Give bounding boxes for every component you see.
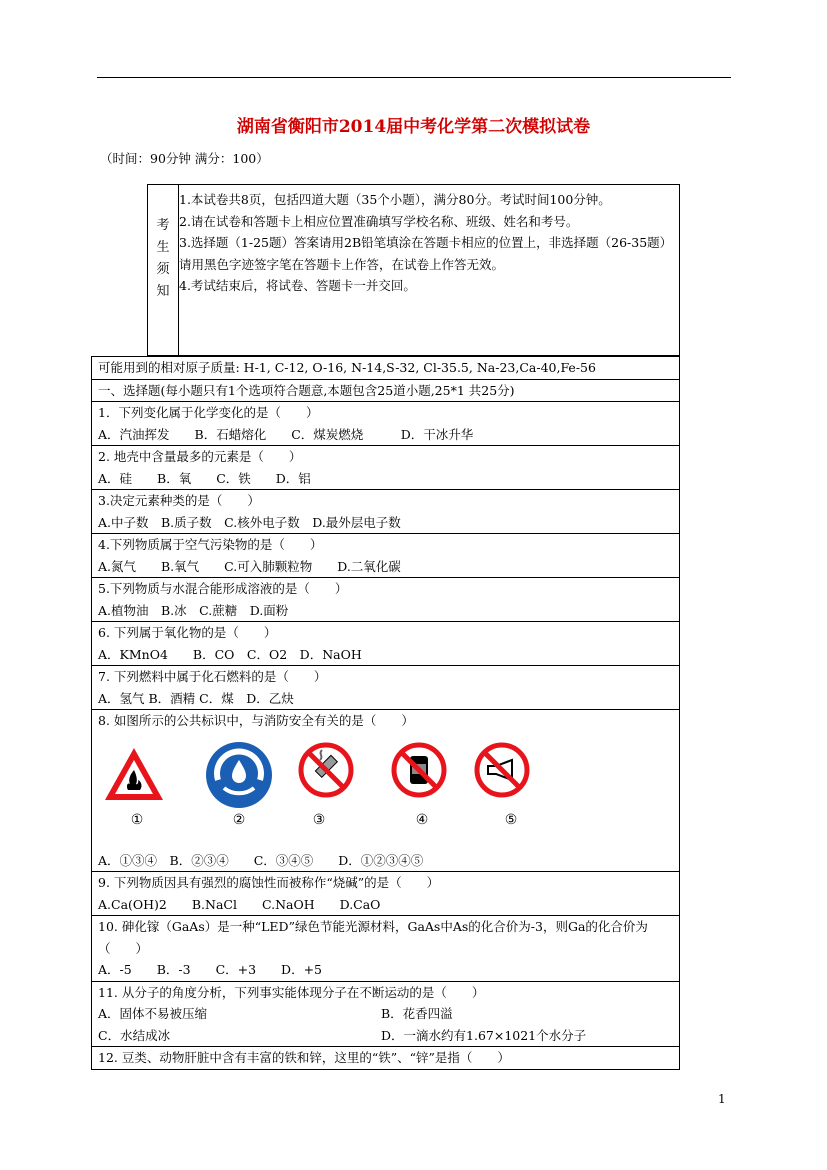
sign-label: ④ <box>415 811 429 828</box>
question-5: 5.下列物质与水混合能形成溶液的是（ ） A.植物油 B.冰 C.蔗糖 D.面粉 <box>92 578 680 622</box>
question-2: 2. 地壳中含量最多的元素是（ ） A．硅 B．氧 C．铁 D．铝 <box>92 446 680 490</box>
question-table <box>91 356 680 1070</box>
question-10: 10. 砷化镓（GaAs）是一种“LED”绿色节能光源材料，GaAs中As的化合价为-3，则Ga的化合价为（ ） A．-5 B．-3 C．+3 D．+5 <box>92 916 680 982</box>
sign-label: ① <box>130 811 144 828</box>
section-heading: 一、选择题(每小题只有1个选项符合题意,本题包含25道小题,25*1 共25分) <box>92 379 680 402</box>
question-3: 3.决定元素种类的是（ ） A.中子数 B.质子数 C.核外电子数 D.最外层电子数 <box>92 490 680 534</box>
question-9: 9. 下列物质因具有强烈的腐蚀性而被称作“烧碱”的是（ ） A.Ca(OH)2 B.NaCl C.NaOH D.CaO <box>92 872 680 916</box>
no-smoking-icon <box>298 740 354 800</box>
no-honking-icon <box>474 740 530 800</box>
question-8: 8. 如图所示的公共标识中，与消防安全有关的是（ ） ① ② ③ ④ ⑤ A．①③④ B．②③④ C．③④⑤ D．①②③④⑤ <box>92 710 680 872</box>
safety-signs <box>98 732 673 850</box>
exam-duration: （时间：90分钟 满分：100） <box>100 151 269 166</box>
no-littering-icon <box>391 740 447 800</box>
flammable-warning-icon <box>102 744 166 804</box>
notice-item: 4.考试结束后，将试卷、答题卡一并交回。 <box>179 278 416 293</box>
sign-label: ② <box>232 811 246 828</box>
question-1: 1．下列变化属于化学变化的是（ ） A．汽油挥发 B．石蜡熔化 C．煤炭燃烧 D．干冰升华 <box>92 402 680 446</box>
question-12: 12. 豆类、动物肝脏中含有丰富的铁和锌，这里的“铁”、“锌”是指（ ） <box>92 1047 680 1070</box>
question-11: 11. 从分子的角度分析，下列事实能体现分子在不断运动的是（ ） A．固体不易被压缩 B．花香四溢 C．水结成冰 D．一滴水约有1.67×1021个水分子 <box>92 981 680 1047</box>
sign-label: ⑤ <box>504 811 518 828</box>
sign-label: ③ <box>312 811 326 828</box>
atomic-masses: 可能用到的相对原子质量: H-1, C-12, O-16, N-14,S-32, Cl-35.5, Na-23,Ca-40,Fe-56 <box>92 357 680 380</box>
water-saving-icon <box>204 740 274 810</box>
header-rule <box>97 77 731 78</box>
notice-item: 3.选择题（1-25题）答案请用2B铅笔填涂在答题卡相应的位置上，非选择题（26-35题）请用黑色字迹签字笔在答题卡上作答，在试卷上作答无效。 <box>179 235 673 272</box>
notice-items <box>179 185 679 355</box>
question-4: 4.下列物质属于空气污染物的是（ ） A.氮气 B.氧气 C.可入肺颗粒物 D.二氧化碳 <box>92 534 680 578</box>
question-6: 6. 下列属于氧化物的是（ ） A．KMnO4 B．CO C．O2 D．NaOH <box>92 622 680 666</box>
page-title: 湖南省衡阳市2014届中考化学第二次模拟试卷 <box>236 117 591 137</box>
page-number: 1 <box>718 1092 726 1106</box>
candidate-notice-box <box>147 184 680 356</box>
question-7: 7. 下列燃料中属于化石燃料的是（ ） A．氢气 B．酒精 C．煤 D．乙炔 <box>92 666 680 710</box>
notice-item: 2.请在试卷和答题卡上相应位置准确填写学校名称、班级、姓名和考号。 <box>179 213 579 229</box>
notice-label: 考 生 须 知 <box>148 185 179 355</box>
notice-item: 1.本试卷共8页，包括四道大题（35个小题），满分80分。考试时间100分钟。 <box>179 192 611 207</box>
